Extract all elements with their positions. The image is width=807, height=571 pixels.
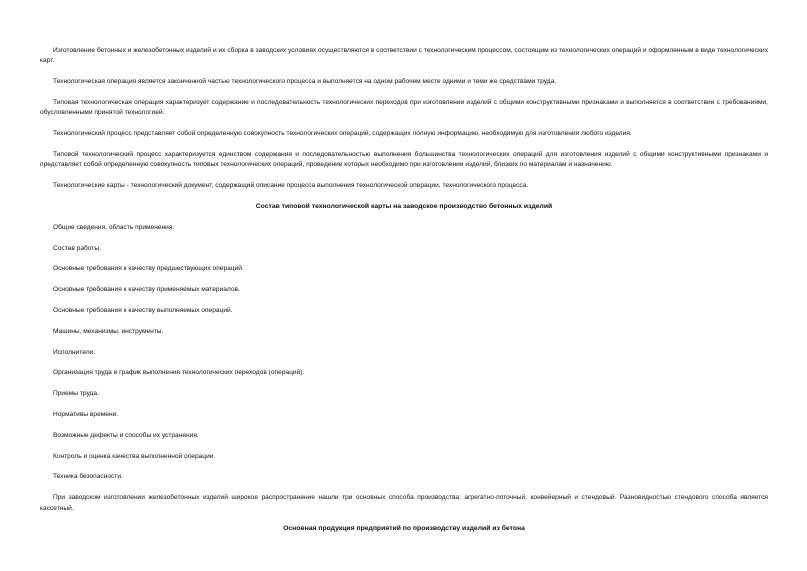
intro-paragraph: Технологические карты - технологический документ, содержащий описание процесса выполнения технологической операции, технологического процесса.: [53, 182, 529, 190]
intro-paragraph: Технологическая операция является законченной частью технологического процесса и выполняется на одном рабочем месте одними и теми же средствами труда.: [53, 78, 557, 86]
intro-paragraph: Типовая технологическая операция характеризует содержание и последовательность технологических переходов при изготовлении изделий с общими конструктивными признаками и выполняется в соответствии с требованиями, обусловленными принятой технологией.: [40, 99, 768, 117]
card-section-item: Основные требования к качеству применяемых материалов.: [53, 286, 240, 294]
card-section-item: Исполнители.: [53, 348, 96, 356]
card-section-item: Машины, механизмы, инструменты.: [53, 327, 164, 335]
section-heading: Состав типовой технологической карты на заводское производство бетонных изделий: [255, 203, 553, 210]
intro-paragraph: Типовой технологический процесс характеризуется единством содержания и последовательностью выполнения большинства технологических операций для изготовления изделий с общими конструктивными признаками и представляет собой определенную совокупность типовых технологических операций, проведение которых необходимо при изготовлении изделий, близких по материалам и назначению.: [40, 151, 768, 169]
card-section-item: Контроль и оценка качества выполненной операции.: [53, 452, 216, 460]
final-heading: Основная продукция предприятий по производству изделий из бетона: [283, 525, 525, 533]
card-section-item: Организация труда и график выполнения технологических переходов (операций).: [53, 369, 305, 377]
card-section-item: Техника безопасности.: [53, 473, 123, 481]
document-page: [40, 46, 768, 545]
card-section-item: Основные требования к качеству предшествующих операций.: [53, 265, 244, 273]
intro-paragraph: Технологический процесс представляет собой определенную совокупность технологических операций, содержащих полную информацию, необходимую для изготовления любого изделия.: [53, 130, 632, 138]
card-section-item: Основные требования к качеству выполняемых операций.: [53, 306, 233, 314]
card-section-item: Возможные дефекты и способы их устранения.: [53, 431, 199, 439]
card-section-item: Нормативы времени.: [53, 410, 119, 418]
closing-paragraph: При заводском изготовлении железобетонных изделий широкое распространение нашли три основных способа производства: агрегатно-поточный, конвейерный и стендовый. Разновидностью стендового способа является кассетный.: [40, 494, 768, 512]
card-section-item: Приемы труда.: [53, 390, 99, 398]
card-section-item: Состав работы.: [53, 244, 101, 252]
card-section-item: Общие сведения, область применения.: [53, 223, 175, 231]
intro-paragraph: Изготовление бетонных и железобетонных изделий и их сборка в заводских условиях осуществляются в соответствии с технологическим процессом, состоящим из технологических операций и оформленным в виде технологических карт.: [40, 47, 769, 65]
